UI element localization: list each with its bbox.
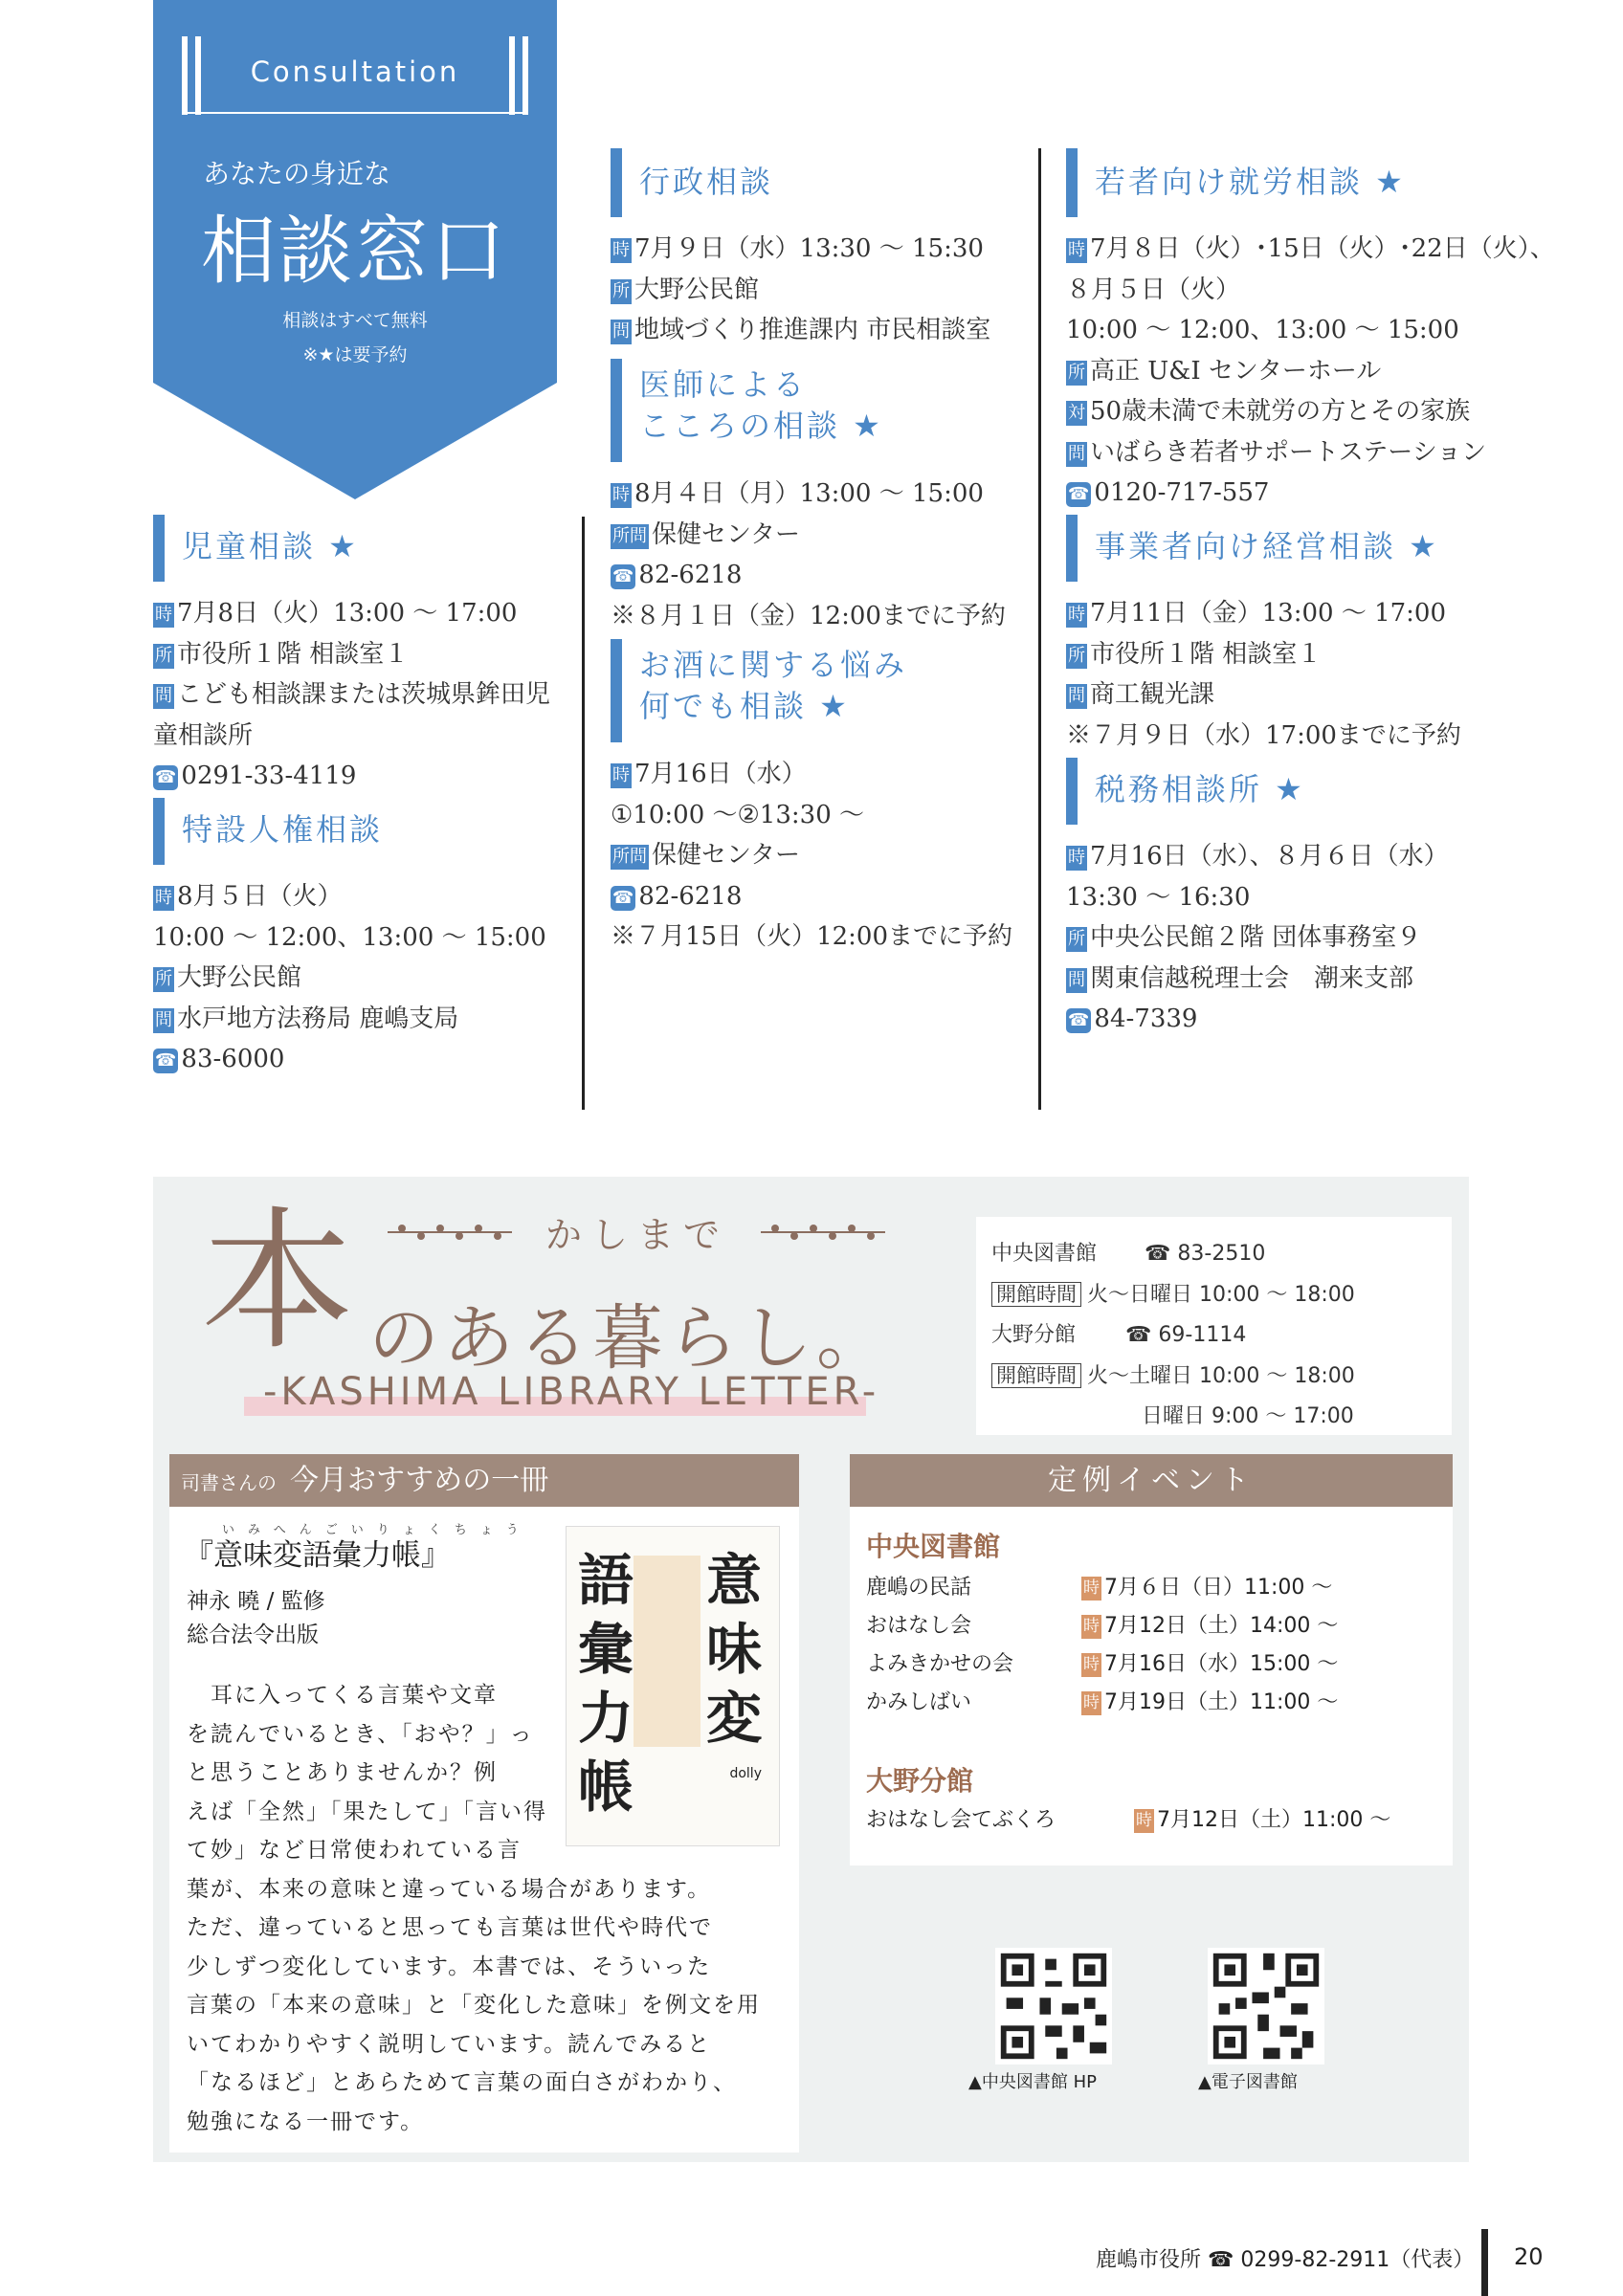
recommend-header xyxy=(169,1454,799,1507)
title-bar xyxy=(153,798,165,865)
phone-icon: ☎ xyxy=(1208,2248,1234,2272)
event-time xyxy=(1081,1609,1338,1639)
zeimu-time-2: 13:30 ～ 16:30 xyxy=(1066,882,1251,912)
keiei-time: 時 7月11日（金）13:00 ～ 17:00 xyxy=(1068,599,1447,628)
event-time-text: 7月16日（水）15:00 ～ xyxy=(1104,1652,1339,1676)
central-library-tel-row xyxy=(991,1234,1436,1274)
event-name: よみきかせの会 xyxy=(866,1652,1014,1676)
place-tag: 所 xyxy=(153,967,174,992)
time-tag: 時 xyxy=(611,763,632,788)
library-title-rest: のある暮らし。 xyxy=(368,1297,891,1380)
title-bar xyxy=(153,515,165,582)
title-bar xyxy=(611,148,622,217)
section-osake-title: お酒に関する悩み 何でも相談 ★ xyxy=(639,647,908,724)
kokoro-note: ※８月１日（金）12:00までに予約 xyxy=(611,601,1006,630)
time-tag: 時 xyxy=(611,238,632,263)
footer-tel: 0299-82-2911（代表） xyxy=(1240,2248,1475,2272)
kokoro-time: 時 8月４日（月）13:00 ～ 15:00 xyxy=(612,479,984,508)
qr-ebook-caption: ▲電子図書館 xyxy=(1198,2072,1298,2092)
contact-tag: 問 xyxy=(1066,968,1087,993)
event-name: 鹿嶋の民話 xyxy=(866,1576,972,1600)
event-row xyxy=(866,1803,1391,1833)
phone-icon: ☎ xyxy=(1125,1323,1152,1347)
jido-place: 所 市役所１階 相談室１ xyxy=(155,639,410,669)
place-contact-tag: 所問 xyxy=(611,524,649,549)
event-time-text: 7月12日（土）11:00 ～ xyxy=(1157,1808,1391,1832)
contact-tag: 問 xyxy=(611,320,632,344)
section-wakamono-title: 若者向け就労相談 ★ xyxy=(1095,164,1406,200)
event-row xyxy=(866,1571,1333,1601)
book-publisher: 総合法令出版 xyxy=(187,1623,319,1647)
footer-office: 鹿嶋市役所 xyxy=(1096,2248,1202,2272)
recommend-text-line: と思うことありませんか？例 xyxy=(187,1760,498,1785)
banner-note-free: 相談はすべて無料 xyxy=(282,310,428,331)
wakamono-place: 所 高正 U&I センターホール xyxy=(1068,356,1382,386)
section-jido-title: 児童相談 ★ xyxy=(182,528,359,564)
jido-contact-2: 童相談所 xyxy=(153,720,254,750)
section-kokoro xyxy=(611,359,1006,636)
qr-central-caption: ▲中央図書館 HP xyxy=(968,2072,1097,2092)
hours-label: 開館時間 xyxy=(991,1282,1081,1307)
central-library-hours-row xyxy=(991,1274,1436,1315)
book-cover-image xyxy=(566,1526,780,1846)
column-divider-1 xyxy=(582,517,585,1110)
ono-branch-hours: 火～土曜日 10:00 ～ 18:00 xyxy=(1087,1364,1355,1388)
jinken-time-2: 10:00 ～ 12:00、13:00 ～ 15:00 xyxy=(153,922,546,952)
phone-icon: ☎ xyxy=(611,886,635,911)
phone-icon: ☎ xyxy=(153,765,178,790)
section-zeimu-title: 税務相談所 ★ xyxy=(1095,771,1305,807)
gyosei-place: 所 大野公民館 xyxy=(612,275,760,304)
contact-tag: 問 xyxy=(1066,442,1087,467)
time-tag: 時 xyxy=(1081,1691,1101,1715)
osake-tel: ☎ 82-6218 xyxy=(612,881,743,911)
recommend-text-line: 耳に入ってくる言葉や文章 xyxy=(187,1683,498,1708)
time-tag: 時 xyxy=(1066,846,1087,871)
phone-icon: ☎ xyxy=(1145,1242,1171,1266)
time-tag: 時 xyxy=(1066,603,1087,628)
events-central-library: 中央図書館 xyxy=(866,1531,1001,1562)
wakamono-contact: 問 いばらき若者サポートステーション xyxy=(1068,437,1487,467)
qr-central-icon xyxy=(995,1948,1112,2064)
phone-icon: ☎ xyxy=(1066,482,1091,507)
osake-place: 所問 保健センター xyxy=(612,841,800,870)
library-title-kana: かしまで xyxy=(545,1214,730,1256)
jido-time: 時 7月8日（火）13:00 ～ 17:00 xyxy=(155,599,518,628)
event-name: おはなし会てぶくろ xyxy=(866,1808,1056,1832)
wakamono-time-2: ８月５日（火） xyxy=(1066,275,1241,304)
event-time-text: 7月12日（土）14:00 ～ xyxy=(1104,1614,1339,1638)
event-name: おはなし会 xyxy=(866,1614,972,1638)
time-tag: 時 xyxy=(1081,1653,1101,1677)
footer-divider xyxy=(1481,2229,1488,2296)
section-gyosei xyxy=(611,148,990,351)
section-keiei-title: 事業者向け経営相談 ★ xyxy=(1095,528,1439,564)
sprig-right-icon xyxy=(756,1223,890,1242)
central-library-name: 中央図書館 xyxy=(991,1242,1098,1266)
event-name: かみしばい xyxy=(866,1690,972,1714)
time-tag: 時 xyxy=(1081,1577,1101,1601)
book-title-ruby: いみへんごいりょくちょう xyxy=(222,1523,532,1537)
recommend-text-line: 少しずつ変化しています。本書では、そういった xyxy=(187,1954,712,1979)
book-author: 神永 曉 / 監修 xyxy=(187,1589,325,1614)
banner-subtitle: あなたの身近な xyxy=(203,158,391,189)
recommend-text-line: 勉強になる一冊です。 xyxy=(187,2108,425,2134)
keiei-note: ※７月９日（水）17:00までに予約 xyxy=(1066,720,1461,750)
banner-note-reserve: ※★は要予約 xyxy=(302,344,408,365)
zeimu-tel: ☎ 84-7339 xyxy=(1068,1004,1198,1033)
cover-title-left: 語彙力帳 xyxy=(578,1548,634,1820)
cover-title-right: 意味変 xyxy=(706,1548,763,1751)
wakamono-time-3: 10:00 ～ 12:00、13:00 ～ 15:00 xyxy=(1066,316,1459,344)
ono-branch-tel: 69-1114 xyxy=(1158,1323,1247,1347)
section-jinken-title: 特設人権相談 xyxy=(182,811,384,848)
event-time-text: 7月６日（日）11:00 ～ xyxy=(1104,1576,1333,1600)
recommend-text-line: 「なるほど」とあらためて言葉の面白さがわかり、 xyxy=(187,2070,737,2095)
event-time xyxy=(1134,1803,1390,1833)
time-tag: 時 xyxy=(611,483,632,508)
place-tag: 所 xyxy=(611,279,632,304)
event-time xyxy=(1081,1571,1332,1601)
recommend-text-line: えば「全然」「果たして」「言い得 xyxy=(187,1799,547,1824)
title-bar xyxy=(611,359,622,462)
book-title: 『意味変語彙力帳』 xyxy=(184,1538,451,1573)
section-zeimu xyxy=(1066,758,1449,1040)
central-library-hours: 火～日曜日 10:00 ～ 18:00 xyxy=(1087,1283,1355,1307)
jinken-tel: ☎ 83-6000 xyxy=(155,1045,285,1073)
place-tag: 所 xyxy=(1066,644,1087,669)
qr-code-ebook-library[interactable] xyxy=(1208,1948,1324,2064)
footer-contact xyxy=(1096,2243,1474,2273)
time-tag: 時 xyxy=(1134,1809,1154,1833)
place-tag: 所 xyxy=(1066,927,1087,952)
recommend-text-line: いてわかりやすく説明しています。読んでみると xyxy=(187,2031,712,2057)
title-bar xyxy=(1066,758,1078,825)
osake-time: 時 7月16日（水） xyxy=(612,760,807,788)
phone-icon: ☎ xyxy=(1066,1008,1091,1033)
section-jido xyxy=(153,515,550,797)
recommend-text-line: を読んでいるとき、「おや？」っ xyxy=(187,1721,534,1747)
zeimu-time: 時 7月16日（水）、８月６日（水） xyxy=(1068,842,1449,871)
time-tag: 時 xyxy=(153,886,174,911)
zeimu-contact: 問 関東信越税理士会 潮来支部 xyxy=(1068,963,1414,993)
section-jinken xyxy=(153,798,546,1080)
event-row xyxy=(866,1609,1339,1639)
section-title xyxy=(153,515,550,582)
column-divider-2 xyxy=(1038,148,1041,1110)
place-tag: 所 xyxy=(1066,361,1087,386)
place-contact-tag: 所問 xyxy=(611,845,649,870)
ono-branch-hours-row xyxy=(991,1356,1436,1397)
central-library-tel: 83-2510 xyxy=(1177,1242,1266,1266)
jinken-time: 時 8月５日（火） xyxy=(155,882,343,911)
osake-time-2: ①10:00 ～②13:30 ～ xyxy=(611,800,865,829)
keiei-contact: 問 商工観光課 xyxy=(1068,680,1215,709)
recommend-header-pre: 司書さんの xyxy=(181,1471,277,1494)
kokoro-tel: ☎ 82-6218 xyxy=(612,561,743,589)
recommend-text-line: 言葉の「本来の意味」と「変化した意味」を例文を用 xyxy=(187,1993,761,2018)
wakamono-target: 対 50歳未満で未就労の方とその家族 xyxy=(1068,397,1471,426)
sprig-left-icon xyxy=(383,1223,517,1242)
section-wakamono xyxy=(1066,148,1555,514)
title-bar xyxy=(1066,148,1078,217)
qr-code-central-hp[interactable] xyxy=(995,1948,1112,2064)
ono-branch-name: 大野分館 xyxy=(991,1323,1077,1347)
banner-title: 相談窓口 xyxy=(201,209,508,295)
ono-branch-hours-sunday: 日曜日 9:00 ～ 17:00 xyxy=(1142,1404,1354,1428)
event-row xyxy=(866,1647,1339,1677)
hours-label: 開館時間 xyxy=(991,1363,1081,1388)
time-tag: 時 xyxy=(153,603,174,628)
section-gyosei-title: 行政相談 xyxy=(639,164,774,200)
time-tag: 時 xyxy=(1081,1615,1101,1639)
jinken-contact: 問 水戸地方法務局 鹿嶋支局 xyxy=(155,1004,459,1033)
recommend-text-line: 葉が、本来の意味と違っている場合があります。 xyxy=(187,1876,712,1902)
events-header: 定例イベント xyxy=(850,1454,1453,1507)
section-osake xyxy=(611,639,1012,958)
section-keiei xyxy=(1066,515,1461,756)
event-time-text: 7月19日（土）11:00 ～ xyxy=(1104,1690,1339,1714)
contact-tag: 問 xyxy=(153,1008,174,1033)
kokoro-place: 所問 保健センター xyxy=(612,519,800,549)
jido-tel: ☎ 0291-33-4119 xyxy=(155,762,357,790)
target-tag: 対 xyxy=(1066,401,1087,426)
section-kokoro-title: 医師による こころの相談 ★ xyxy=(639,366,883,444)
contact-tag: 問 xyxy=(1066,684,1087,709)
library-letter-label: -KASHIMA LIBRARY LETTER- xyxy=(263,1370,880,1414)
library-title-big: 本 xyxy=(201,1192,355,1371)
title-bar xyxy=(1066,515,1078,582)
phone-icon: ☎ xyxy=(611,564,635,589)
time-tag: 時 xyxy=(1066,238,1087,263)
event-time xyxy=(1081,1647,1338,1677)
recommend-header-title: 今月おすすめの一冊 xyxy=(290,1464,549,1497)
place-tag: 所 xyxy=(153,644,174,669)
keiei-place: 所 市役所１階 相談室１ xyxy=(1068,639,1323,669)
phone-icon: ☎ xyxy=(153,1049,178,1073)
library-info-box xyxy=(976,1217,1452,1435)
recommend-text-line: ただ、違っていると思っても言葉は世代や時代で xyxy=(187,1915,713,1940)
osake-note: ※７月15日（火）12:00までに予約 xyxy=(611,922,1013,951)
jido-contact: 問 こども相談課または茨城県鉾田児 xyxy=(155,680,551,709)
wakamono-time: 時 7月８日（火）･15日（火）･22日（火）、 xyxy=(1068,234,1555,263)
title-bar xyxy=(611,639,622,742)
contact-tag: 問 xyxy=(153,684,174,709)
qr-ebook-icon xyxy=(1208,1948,1324,2064)
cover-publisher-logo: dolly xyxy=(729,1766,762,1781)
consultation-banner xyxy=(153,0,557,499)
zeimu-place: 所 中央公民館２階 団体事務室９ xyxy=(1068,923,1422,952)
jinken-place: 所 大野公民館 xyxy=(155,963,302,992)
event-row xyxy=(866,1686,1339,1715)
gyosei-time: 時 7月９日（水）13:30 ～ 15:30 xyxy=(612,234,984,263)
cover-illustration xyxy=(634,1556,700,1747)
page-number: 20 xyxy=(1514,2243,1544,2270)
wakamono-tel: ☎ 0120-717-557 xyxy=(1068,478,1270,507)
banner-en-label: Consultation xyxy=(250,55,460,88)
gyosei-contact: 問 地域づくり推進課内 市民相談室 xyxy=(612,316,991,344)
events-ono-branch: 大野分館 xyxy=(866,1765,974,1797)
ono-branch-tel-row xyxy=(991,1315,1436,1356)
event-time xyxy=(1081,1686,1338,1715)
recommend-text-line: て妙」など日常使われている言 xyxy=(187,1838,522,1863)
